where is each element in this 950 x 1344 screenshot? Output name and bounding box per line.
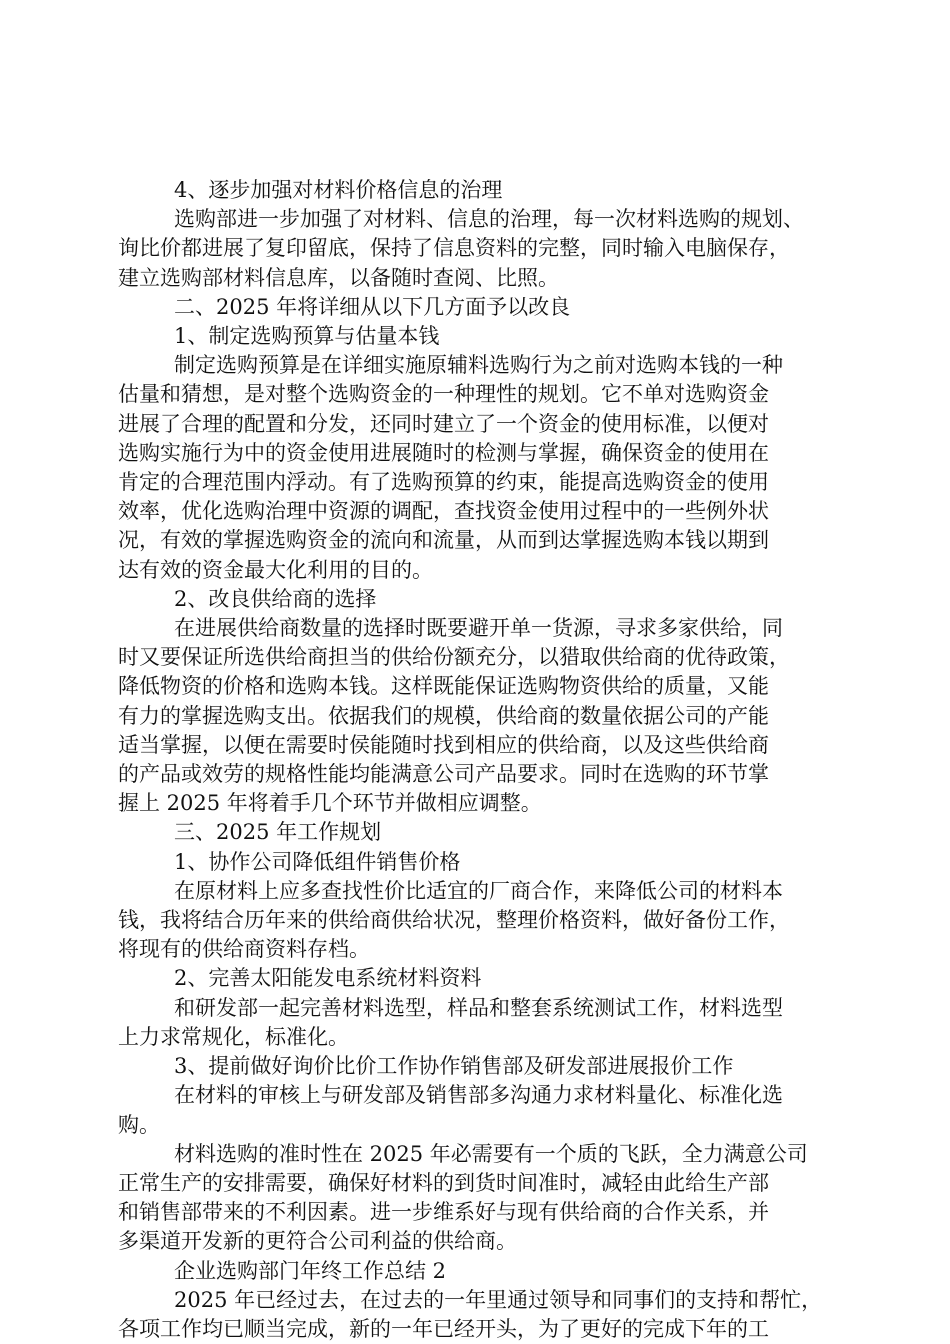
text-line: 达有效的资金最大化利用的目的。 <box>118 557 433 582</box>
text-line: 三、2025 年工作规划 <box>174 820 382 845</box>
text-line: 肯定的合理范围内浮动。有了选购预算的约束，能提高选购资金的使用 <box>118 470 769 495</box>
text-line: 1、制定选购预算与估量本钱 <box>174 324 440 349</box>
text-line: 4、逐步加强对材料价格信息的治理 <box>174 178 503 202</box>
text-line: 效率，优化选购治理中资源的调配，查找资金使用过程中的一些例外状 <box>118 499 769 524</box>
text-line: 降低物资的价格和选购本钱。这样既能保证选购物资供给的质量，又能 <box>118 674 769 699</box>
text-line: 的产品或效劳的规格性能均能满意公司产品要求。同时在选购的环节掌 <box>118 762 769 787</box>
text-line: 钱，我将结合历年来的供给商供给状况，整理价格资料，做好备份工作， <box>118 908 790 933</box>
text-line: 2、完善太阳能发电系统材料资料 <box>174 966 482 991</box>
text-line: 在原材料上应多查找性价比适宜的厂商合作，来降低公司的材料本 <box>174 878 783 903</box>
text-line: 二、2025 年将详细从以下几方面予以改良 <box>174 294 571 319</box>
text-line: 和研发部一起完善材料选型，样品和整套系统测试工作，材料选型 <box>174 995 783 1020</box>
text-line: 握上 2025 年将着手几个环节并做相应调整。 <box>118 791 542 816</box>
text-line: 多渠道开发新的更符合公司利益的供给商。 <box>118 1229 517 1254</box>
text-line: 各项工作均已顺当完成，新的一年已经开头，为了更好的完成下年的工 <box>118 1316 769 1341</box>
text-line: 建立选购部材料信息库，以备随时查阅、比照。 <box>118 265 559 290</box>
text-line: 询比价都进展了复印留底，保持了信息资料的完整，同时输入电脑保存， <box>118 236 790 261</box>
text-line: 3、提前做好询价比价工作协作销售部及研发部进展报价工作 <box>174 1054 734 1079</box>
text-line: 正常生产的安排需要，确保好材料的到货时间准时，减轻由此给生产部 <box>118 1170 769 1195</box>
text-line: 企业选购部门年终工作总结 2 <box>174 1258 447 1283</box>
text-line: 在进展供给商数量的选择时既要避开单一货源，寻求多家供给，同 <box>174 616 783 641</box>
text-line: 选购实施行为中的资金使用进展随时的检测与掌握，确保资金的使用在 <box>118 440 769 465</box>
text-line: 估量和猜想，是对整个选购资金的一种理性的规划。它不单对选购资金 <box>118 382 769 407</box>
text-line: 有力的掌握选购支出。依据我们的规模，供给商的数量依据公司的产能 <box>118 703 769 728</box>
text-line: 选购部进一步加强了对材料、信息的治理，每一次材料选购的规划、 <box>174 207 804 232</box>
text-line: 况，有效的掌握选购资金的流向和流量，从而到达掌握选购本钱以期到 <box>118 528 769 553</box>
text-line: 和销售部带来的不利因素。进一步维系好与现有供给商的合作关系，并 <box>118 1200 769 1225</box>
text-line: 1、协作公司降低组件销售价格 <box>174 849 461 874</box>
text-line: 进展了合理的配置和分发，还同时建立了一个资金的使用标准，以便对 <box>118 411 769 436</box>
text-line: 适当掌握，以便在需要时侯能随时找到相应的供给商，以及这些供给商 <box>118 732 769 757</box>
text-line: 上力求常规化，标准化。 <box>118 1024 349 1049</box>
text-line: 时又要保证所选供给商担当的供给份额充分，以猎取供给商的优待政策， <box>118 645 790 670</box>
text-line: 材料选购的准时性在 2025 年必需要有一个质的飞跃，全力满意公司 <box>174 1141 808 1166</box>
text-line: 购。 <box>118 1112 160 1137</box>
text-line: 2、改良供给商的选择 <box>174 586 377 611</box>
text-line: 在材料的审核上与研发部及销售部多沟通力求材料量化、标准化选 <box>174 1083 783 1108</box>
text-line: 制定选购预算是在详细实施原辅料选购行为之前对选购本钱的一种 <box>174 353 783 378</box>
document-body <box>118 176 834 1344</box>
text-line: 2025 年已经过去，在过去的一年里通过领导和同事们的支持和帮忙， <box>174 1287 823 1312</box>
text-line: 将现有的供给商资料存档。 <box>118 937 370 962</box>
